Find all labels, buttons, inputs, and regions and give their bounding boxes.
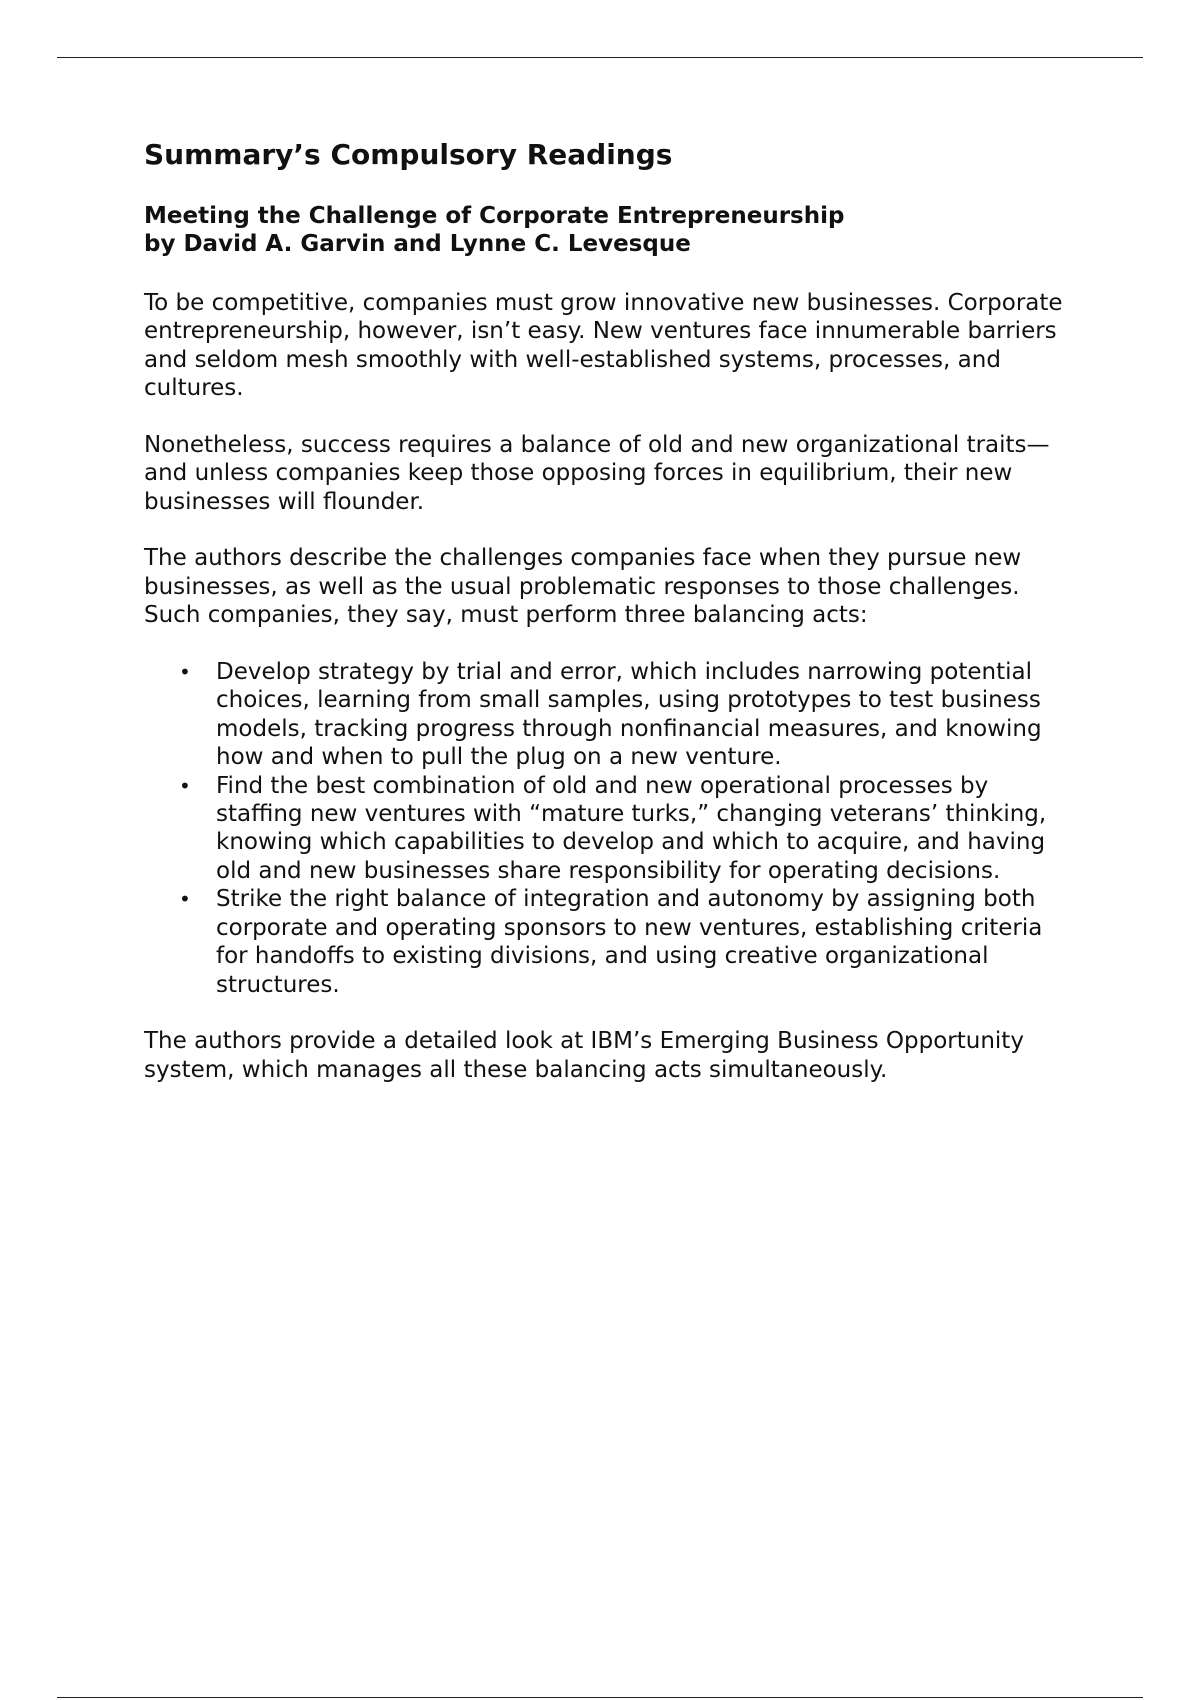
paragraph-1: To be competitive, companies must grow innovative new businesses. Corporate entrepreneurship, however, isn’t easy. New ventures face innumerable barriers and seldom mesh smoothly with well-established systems, processes, and cultures. [144, 289, 1063, 402]
paragraph-3: The authors describe the challenges companies face when they pursue new businesses, as well as the usual problematic responses to those challenges. Such companies, they say, must perform three balancing acts: [144, 545, 1022, 629]
paragraph-2: Nonetheless, success requires a balance of old and new organizational traits—and unless companies keep those opposing forces in equilibrium, their new businesses will flounder. [144, 431, 1050, 515]
balancing-acts-list [144, 658, 1074, 999]
list-item [179, 885, 1074, 999]
list-item-text: Find the best combination of old and new operational processes by staffing new ventures with “mature turks,” changing veterans’ thinking, knowing which capabilities to develop and which to acquire, and having old and new businesses share responsibility for operating decisions. [216, 772, 1047, 884]
list-item [179, 658, 1074, 772]
reading-authors: by David A. Garvin and Lynne C. Levesque [144, 231, 691, 258]
bullet-marker: • [179, 773, 191, 798]
page-title: Summary’s Compulsory Readings [144, 138, 673, 171]
top-rule [57, 57, 1143, 58]
reading-title: Meeting the Challenge of Corporate Entrepreneurship [144, 203, 845, 229]
list-item [179, 772, 1074, 886]
document-body [144, 138, 1074, 1113]
reading-heading [144, 202, 1074, 259]
list-item-text: Strike the right balance of integration and autonomy by assigning both corporate and operating sponsors to new ventures, establishing criteria for handoffs to existing divisions, and using creative organizational structures. [216, 886, 1043, 998]
bullet-marker: • [179, 660, 191, 685]
bullet-marker: • [179, 887, 191, 912]
closing-paragraph: The authors provide a detailed look at IBM’s Emerging Business Opportunity system, which manages all these balancing acts simultaneously. [144, 1028, 1024, 1083]
list-item-text: Develop strategy by trial and error, which includes narrowing potential choices, learning from small samples, using prototypes to test business models, tracking progress through nonfinancial measures, and knowing how and when to pull the plug on a new venture. [216, 659, 1042, 771]
bottom-rule [57, 1697, 1143, 1698]
